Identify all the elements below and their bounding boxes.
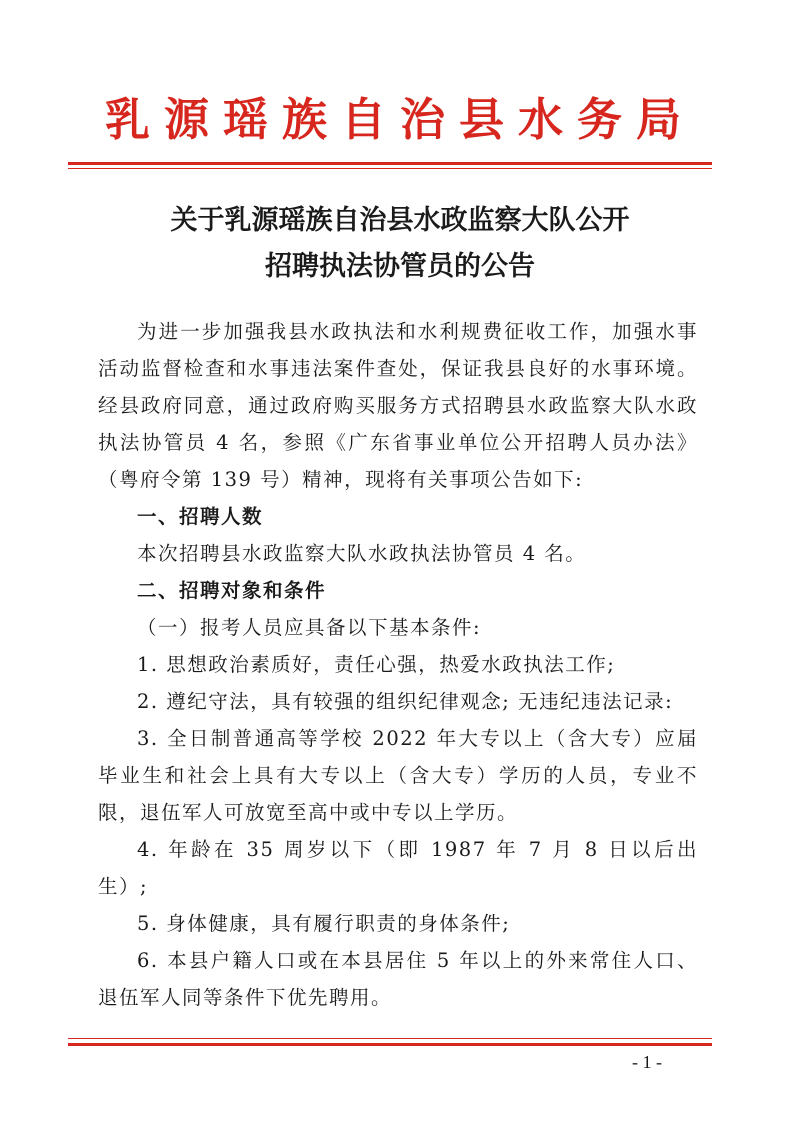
section-heading-recruitment-count: 一、招聘人数 <box>137 505 264 528</box>
footer-rule-thin <box>68 1038 712 1039</box>
letterhead-rule-thick <box>68 162 712 165</box>
letterhead-rule-thin <box>68 168 712 169</box>
document-title <box>0 198 800 290</box>
condition-item: 3. 全日制普通高等学校 2022 年大专以上（含大专）应届毕业生和社会上具有大专以上（含大专）学历的人员，专业不限，退伍军人可放宽至高中或中专以上学历。 <box>98 727 698 824</box>
condition-item: 1. 思想政治素质好，责任心强，热爱水政执法工作; <box>137 653 616 676</box>
paragraph: （一）报考人员应具备以下基本条件: <box>137 616 482 639</box>
condition-item: 4. 年龄在 35 周岁以下（即 1987 年 7 月 8 日以后出生）; <box>98 838 698 898</box>
intro-paragraph: 为进一步加强我县水政执法和水利规费征收工作，加强水事活动监督检查和水事违法案件查处，保证我县良好的水事环境。经县政府同意，通过政府购买服务方式招聘县水政监察大队水政执法协管员 4 名，参照《广东省事业单位公开招聘人员办法》（粤府令第 139 号）精神，现将有关事项公告如下: <box>98 320 698 491</box>
page-number: - 1 - <box>632 1052 662 1072</box>
condition-item: 2. 遵纪守法，具有较强的组织纪律观念; 无违纪违法记录: <box>137 690 674 713</box>
paragraph: 本次招聘县水政监察大队水政执法协管员 4 名。 <box>137 542 587 565</box>
document-title-line-1: 关于乳源瑶族自治县水政监察大队公开 <box>170 205 630 236</box>
condition-item: 5. 身体健康，具有履行职责的身体条件; <box>137 912 511 935</box>
letterhead-title: 乳源瑶族自治县水务局 <box>104 93 695 146</box>
document-title-line-2: 招聘执法协管员的公告 <box>265 251 535 282</box>
condition-item: 6. 本县户籍人口或在本县居住 5 年以上的外来常住人口、退伍军人同等条件下优先聘用。 <box>98 949 698 1009</box>
section-heading-recruitment-conditions: 二、招聘对象和条件 <box>137 579 327 602</box>
footer-rule-thick <box>68 1043 712 1046</box>
document-body <box>98 313 698 1016</box>
